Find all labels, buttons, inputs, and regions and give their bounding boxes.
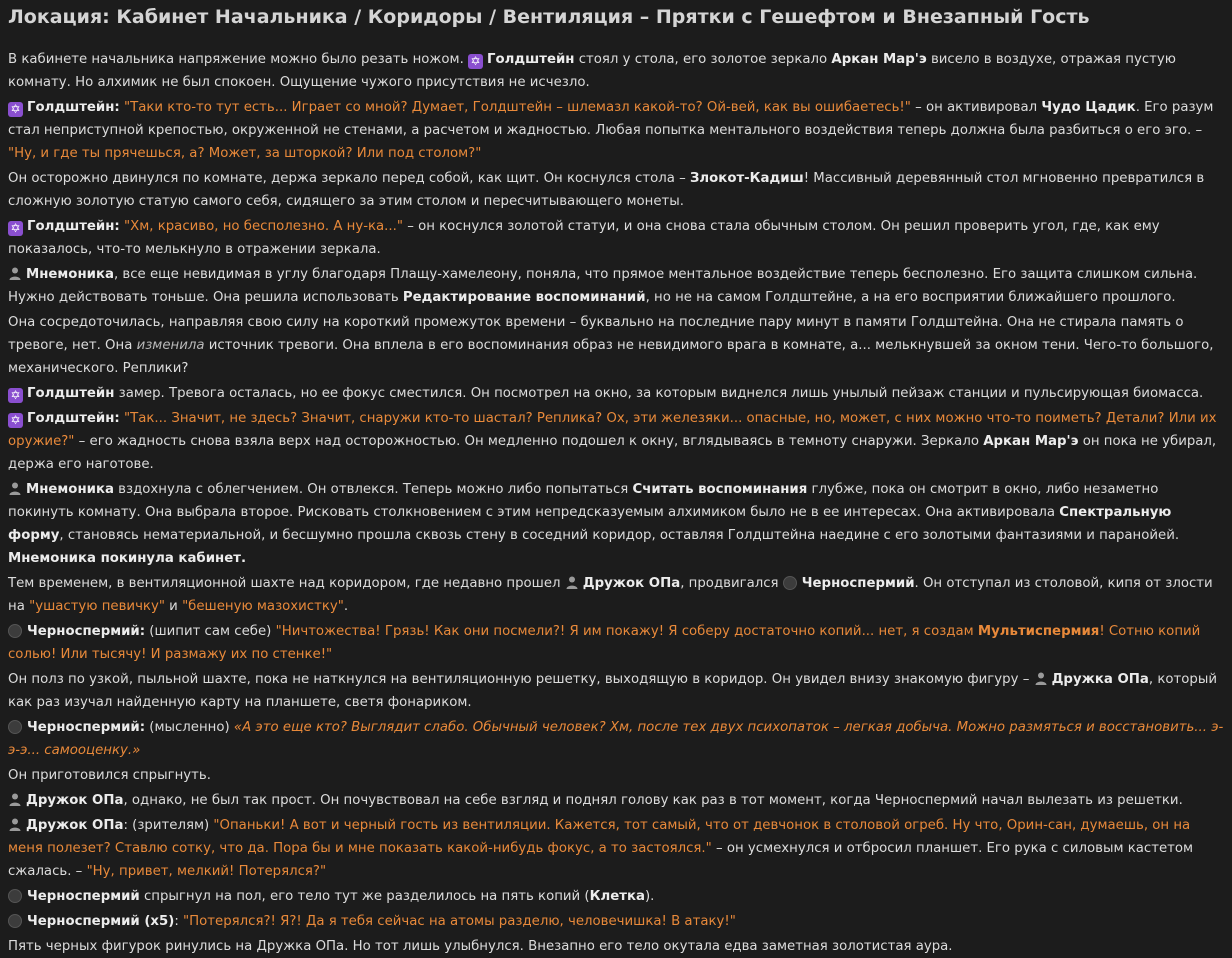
paragraph-text: (шипит сам себе) — [145, 624, 276, 639]
character-name: Мнемоника — [26, 482, 114, 497]
paragraph-text: , который как раз изучал найденную карту на планшете, светя фонариком. — [8, 672, 1217, 710]
star-of-david-icon: ✡ — [8, 388, 23, 403]
black-circle-icon — [8, 624, 22, 638]
ability-name: Клетка — [589, 889, 645, 904]
dialogue-quote: "Таки кто-то тут есть... Играет со мной? Думает, Голдштейн – шлемазл какой-то? Ой-вей, как вы ошибаетесь!" — [124, 100, 911, 115]
paragraph — [8, 96, 1224, 165]
paragraph-text: , однако, не был так прост. Он почувствовал на себе взгляд и поднял голову как раз в тот момент, когда Черноспермий начал вылезать из решетки. — [123, 793, 1183, 808]
paragraph-text: , становясь нематериальной, и бесшумно прошла сквозь стену в соседний коридор, оставляя Голдштейна наедине с его золотыми фантазиями и паранойей. — [59, 528, 1180, 543]
person-silhouette-icon — [8, 481, 22, 495]
character-name: Черноспермий: — [27, 720, 146, 735]
star-of-david-icon: ✡ — [468, 54, 483, 69]
character-name: Голдштейн: — [27, 100, 120, 115]
paragraph-text: – он активировал — [910, 100, 1042, 115]
paragraph — [8, 885, 1224, 908]
person-silhouette-icon — [565, 575, 579, 589]
paragraph-text: Он приготовился спрыгнуть. — [8, 768, 211, 783]
paragraph — [8, 167, 1224, 213]
ability-name: Чудо Цадик — [1041, 100, 1136, 115]
paragraph-text: источник тревоги. Она вплела в его воспоминания образ не невидимого врага в комнате, а... мелькнувшей за окном тени. Чего-то большого, механического. Реплики? — [8, 338, 1214, 376]
paragraph-text: ). — [644, 889, 655, 904]
character-name: Дружок ОПа — [26, 793, 124, 808]
character-name: Дружок ОПа — [26, 818, 124, 833]
paragraph — [8, 572, 1224, 618]
paragraph — [8, 48, 1224, 94]
paragraph — [8, 407, 1224, 476]
paragraph-text: Пять черных фигурок ринулись на Дружка ОПа. Но тот лишь улыбнулся. Внезапно его тело окутала едва заметная золотистая аура. — [8, 939, 953, 954]
emphasis-text: изменила — [136, 338, 205, 353]
dialogue-quote: "Хм, красиво, но бесполезно. А ну-ка..." — [124, 219, 403, 234]
paragraph — [8, 814, 1224, 883]
paragraph-text: Он осторожно двинулся по комнате, держа зеркало перед собой, как щит. Он коснулся стола – — [8, 171, 690, 186]
paragraph-text: – он коснулся золотой статуи, и она снова стала обычным столом. Он решил проверить угол, где, как ему показалось, что-то мелькнуло в отражении зеркала. — [8, 219, 1160, 257]
black-circle-icon — [8, 889, 22, 903]
paragraph-text: : (зрителям) — [123, 818, 214, 833]
ability-name: Мультиспермия — [977, 624, 1100, 639]
character-name: Дружок ОПа — [582, 576, 681, 591]
character-name: Черноспермий: — [27, 624, 146, 639]
paragraph-text: Она сосредоточилась, направляя свою силу на короткий промежуток времени – буквально на последние пару минут в памяти Голдштейна. Она не стирала память о тревоге, нет. Она — [8, 315, 1184, 353]
paragraph — [8, 215, 1224, 261]
character-name: Голдштейн — [487, 52, 575, 67]
star-of-david-icon: ✡ — [8, 221, 23, 236]
status-text: Мнемоника покинула кабинет. — [8, 551, 246, 566]
paragraph-text: . Его разум стал неприступной крепостью, окруженной не стенами, а расчетом и жадностью. Любая попытка ментального воздействия теперь должна была разбиться о его эго. – — [8, 100, 1214, 138]
person-silhouette-icon — [8, 817, 22, 831]
paragraph-text: спрыгнул на пол, его тело тут же разделилось на пять копий ( — [139, 889, 590, 904]
paragraph-text: вздохнула с облегчением. Он отвлекся. Теперь можно либо попытаться — [113, 482, 633, 497]
paragraph-text: и — [164, 599, 183, 614]
paragraph-text: глубже, пока он смотрит в окно, либо незаметно покинуть комнату. Она выбрала второе. Рисковать столкновением с этим непредсказуемым алхимиком было не в ее интересах. Она активировала — [8, 482, 1159, 520]
paragraph-text: замер. Тревога осталась, но ее фокус сместился. Он посмотрел на окно, за которым виднелся лишь унылый пейзаж станции и пульсирующая биомасса. — [114, 386, 1204, 401]
ability-name: Считать воспоминания — [632, 482, 808, 497]
ability-name: Редактирование воспоминаний — [402, 290, 646, 305]
item-name: Аркан Мар'э — [983, 434, 1079, 449]
paragraph-text: . — [343, 599, 349, 614]
black-circle-icon — [8, 720, 22, 734]
star-of-david-icon: ✡ — [8, 102, 23, 117]
paragraph-text: : — [174, 914, 184, 929]
paragraph-text: висело в воздухе, отражая пустую комнату. Но алхимик не был спокоен. Ощущение чужого присутствия не исчезло. — [8, 52, 1176, 90]
paragraph — [8, 716, 1224, 762]
star-of-david-icon: ✡ — [8, 413, 23, 428]
character-name: Черноспермий (x5) — [27, 914, 175, 929]
paragraph-text: , но не на самом Голдштейне, а на его восприятии ближайшего прошлого. — [645, 290, 1176, 305]
dialogue-quote: "Потерялся?! Я?! Да я тебя сейчас на атомы разделю, человечишка! В атаку!" — [183, 914, 736, 929]
paragraph-text: ! Массивный деревянный стол мгновенно превратился в сложную золотую статую самого себя, сидящего за этим столом и пересчитывающего монеты. — [8, 171, 1205, 209]
paragraph-text: , продвигался — [680, 576, 783, 591]
paragraph-text: (мысленно) — [145, 720, 234, 735]
paragraph — [8, 668, 1224, 714]
dialogue-quote: "Ну, и где ты прячешься, а? Может, за шторкой? Или под столом?" — [8, 146, 482, 161]
character-name: Голдштейн: — [27, 411, 120, 426]
ability-name: Злокот-Кадиш — [689, 171, 804, 186]
paragraph-text: . Он отступал из столовой, кипя от злости на — [8, 576, 1213, 614]
paragraph-text: – он усмехнулся и отбросил планшет. Его рука с силовым кастетом сжалась. – — [8, 841, 1194, 879]
character-name: Черноспермий — [801, 576, 915, 591]
person-silhouette-icon — [1034, 671, 1048, 685]
paragraph-text: , все еще невидимая в углу благодаря Плащу-хамелеону, поняла, что прямое ментальное воздействие теперь бесполезно. Его защита слишком сильна. Нужно действовать тоньше. Она решила использовать — [8, 267, 1198, 305]
paragraph-text: стоял у стола, его золотое зеркало — [574, 52, 832, 67]
character-name: Голдштейн: — [27, 219, 120, 234]
person-silhouette-icon — [8, 266, 22, 280]
black-circle-icon — [783, 576, 797, 590]
character-name: Мнемоника — [26, 267, 114, 282]
paragraph-text: – его жадность снова взяла верх над осторожностью. Он медленно подошел к окну, вглядываясь в темноту снаружи. Зеркало — [74, 434, 984, 449]
paragraph — [8, 382, 1224, 405]
dialogue-quote: "ушастую певичку" — [29, 599, 165, 614]
thought-quote: «А это еще кто? Выглядит слабо. Обычный человек? Хм, после тех двух психопаток – легкая добыча. Можно размяться и восстановить... э-э-э... самооценку.» — [8, 720, 1224, 758]
dialogue-quote: "Так... Значит, не здесь? Значит, снаружи кто-то шастал? Реплика? Ох, эти железяки... опасные, но, может, с них можно что-то поиметь? Детали? Или их оружие?" — [8, 411, 1217, 449]
paragraph — [8, 478, 1224, 570]
paragraph — [8, 935, 1224, 958]
dialogue-quote: "бешеную мазохистку" — [182, 599, 344, 614]
dialogue-quote: ! Сотню копий солью! Или тысячу! И размажу их по стенке!" — [8, 624, 1201, 662]
paragraph — [8, 311, 1224, 380]
paragraph-text: он пока не убирал, держа его наготове. — [8, 434, 1217, 472]
character-name: Черноспермий — [27, 889, 140, 904]
paragraph-text: Тем временем, в вентиляционной шахте над коридором, где недавно прошел — [8, 576, 565, 591]
person-silhouette-icon — [8, 792, 22, 806]
dialogue-quote: "Ну, привет, мелкий! Потерялся?" — [86, 864, 327, 879]
paragraph-text: В кабинете начальника напряжение можно было резать ножом. — [8, 52, 464, 67]
paragraph — [8, 620, 1224, 666]
dialogue-quote: "Ничтожества! Грязь! Как они посмели?! Я им покажу! Я соберу достаточно копий... нет, я создам — [275, 624, 978, 639]
paragraph — [8, 789, 1224, 812]
paragraph — [8, 263, 1224, 309]
dialogue-quote: "Опаньки! А вот и черный гость из вентиляции. Кажется, тот самый, что от девчонок в столовой огреб. Ну что, Орин-сан, думаешь, он на меня полезет? Ставлю сотку, что да. Пора бы и мне показать какой-нибудь фокус, а то застоялся." — [8, 818, 1191, 856]
page-title: Локация: Кабинет Начальника / Коридоры / Вентиляция – Прятки с Гешефтом и Внезапный Гость — [8, 6, 1090, 28]
black-circle-icon — [8, 914, 22, 928]
paragraph — [8, 910, 1224, 933]
character-name: Дружка ОПа — [1051, 672, 1149, 687]
paragraph-text: Он полз по узкой, пыльной шахте, пока не наткнулся на вентиляционную решетку, выходящую в коридор. Он увидел внизу знакомую фигуру – — [8, 672, 1034, 687]
item-name: Аркан Мар'э — [831, 52, 927, 67]
character-name: Голдштейн — [27, 386, 115, 401]
ability-name: Спектральную форму — [8, 505, 1172, 543]
paragraph — [8, 764, 1224, 787]
